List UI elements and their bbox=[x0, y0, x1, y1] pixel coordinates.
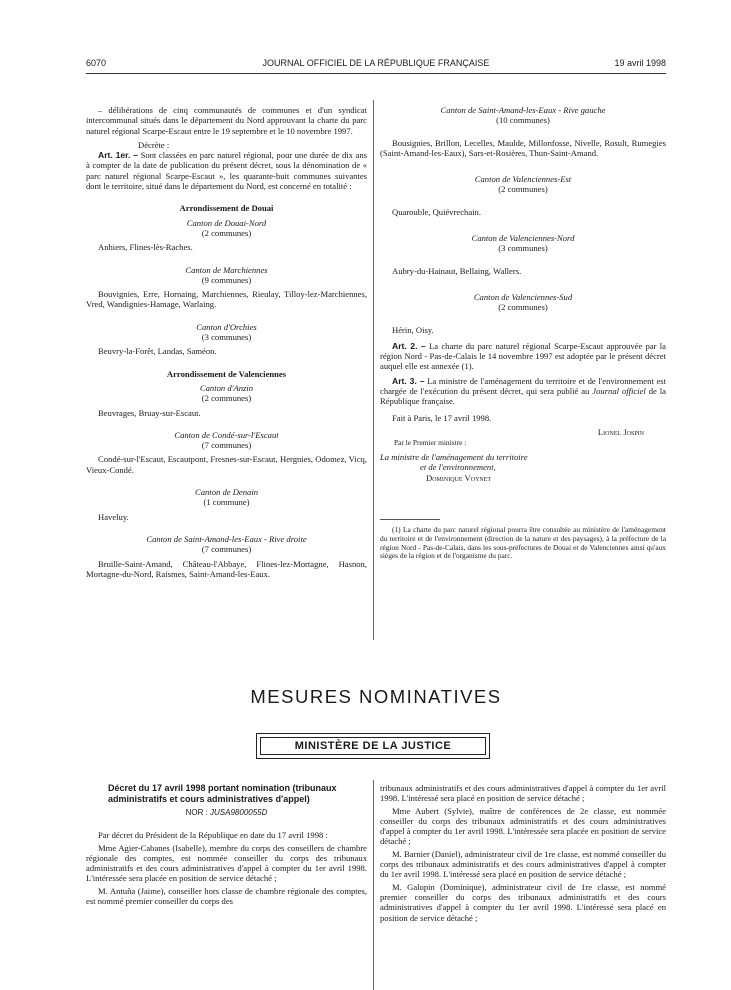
commune-list: Beuvry-la-Forêt, Landas, Saméon. bbox=[98, 346, 217, 357]
ministre-name: Dominique Voynet bbox=[426, 472, 492, 483]
article-3: Art. 3. – La ministre de l'aménagement du territoire et de l'environnement est chargée de l'exécution du présent décret, qui sera publié au Journal officiel de la République française. bbox=[380, 375, 667, 407]
commune-list: Haveluy. bbox=[98, 511, 129, 522]
par-le-premier-ministre: Par le Premier ministre : bbox=[394, 438, 467, 448]
commune-list: Beuvrages, Bruay-sur-Escaut. bbox=[98, 407, 201, 418]
canton-count: (1 commune) bbox=[203, 497, 250, 508]
canton-count: (2 communes) bbox=[498, 184, 548, 195]
signatory-name: Lionel Jospin bbox=[597, 426, 644, 437]
section-heading: MESURES NOMINATIVES bbox=[250, 686, 502, 707]
footnote-rule bbox=[380, 519, 440, 520]
page-number: 6070 bbox=[86, 58, 107, 68]
nor-line: NOR : JUSA9800055D bbox=[185, 808, 268, 817]
article-2: Art. 2. – La charte du parc naturel régional Scarpe-Escaut approuvée par la région Nord - Pas-de-Calais le 14 novembre 1997 est adoptée par le présent décret auquel elle est annexée (1). bbox=[380, 340, 666, 372]
commune-list: Quarouble, Quiévrechain. bbox=[392, 206, 482, 217]
page-header bbox=[86, 58, 666, 72]
right-column bbox=[380, 105, 666, 561]
arrondissement-douai: Arrondissement de Douai bbox=[179, 203, 274, 214]
ministry-title: MINISTÈRE DE LA JUSTICE bbox=[260, 737, 486, 755]
column-divider bbox=[373, 100, 374, 640]
commune-list: Bouvignies, Erre, Hornaing, Marchiennes, Rieulay, Tilloy-lez-Marchiennes, Vred, Wandignies-Hamage, Warlaing. bbox=[86, 289, 367, 310]
ministry-box bbox=[256, 733, 490, 759]
canton-conde: Canton de Condé-sur-l'Escaut bbox=[174, 429, 279, 440]
nomination-continuation: tribunaux administratifs et des cours administratives d'appel à compter du 1er avril 1998. L'intéressé sera placé en position de service détaché ; bbox=[380, 783, 666, 804]
canton-valenciennes-sud: Canton de Valenciennes-Sud bbox=[473, 291, 573, 302]
canton-count: (10 communes) bbox=[496, 115, 550, 126]
canton-orchies: Canton d'Orchies bbox=[196, 321, 257, 332]
article-3-label: Art. 3. – bbox=[392, 375, 425, 386]
canton-count: (7 communes) bbox=[201, 440, 252, 451]
canton-count: (3 communes) bbox=[201, 332, 252, 343]
journal-title: JOURNAL OFFICIEL DE LA RÉPUBLIQUE FRANÇAISE bbox=[262, 58, 490, 68]
commune-list: Hérin, Oisy. bbox=[392, 324, 434, 335]
canton-denain: Canton de Denain bbox=[194, 487, 258, 498]
intro-paragraph: – délibérations de cinq communautés de communes et d'un syndicat intercommunal situés dans le département du Nord approuvant la charte du parc naturel régional Scarpe-Escaut entre le 19 septembre et le 10 novembre 1997. bbox=[86, 105, 367, 136]
decrete-line: Décrète : bbox=[138, 139, 170, 150]
ministre-title-2: et de l'environnement, bbox=[420, 462, 496, 473]
commune-list: Bousignies, Brillon, Lecelles, Maulde, Millonfosse, Nivelle, Rosult, Rumegies (Saint-Amand-les-Eaux), Sars-et-Rosières, Thun-Saint-Amand. bbox=[380, 137, 666, 158]
nomination-paragraph: M. Barnier (Daniel), administrateur civil de 1re classe, est nommé conseiller du corps des tribunaux administratifs et des cours administratives d'appel à compter du 1er avril 1998. L'intéressé sera placé en position de service détaché ; bbox=[380, 848, 666, 880]
article-1: Art. 1er. – Sont classées en parc naturel régional, pour une durée de dix ans à compter de la date de publication du présent décret, sous la dénomination de « parc naturel régional Scarpe-Escaut », les quarante-huit communes suivantes dont le territoire, situé dans le département du Nord, est concerné en totalité : bbox=[86, 150, 367, 192]
column-divider bbox=[373, 780, 374, 990]
canton-count: (9 communes) bbox=[201, 274, 252, 285]
canton-anzin: Canton d'Anzin bbox=[199, 382, 254, 393]
footnote: (1) La charte du parc naturel régional pourra être consultée au ministère de l'aménagement du territoire et de l'environnement (direction de la nature et des paysages), à la préfecture de la région Nord - Pas-de-Calais, dans les sous-préfectures de Douai et de Valenciennes ainsi qu'aux sièges de la région et de l'organisme du parc. bbox=[380, 524, 666, 561]
decree-left-column bbox=[86, 783, 367, 906]
canton-count: (7 communes) bbox=[201, 544, 252, 555]
signature-place-date: Fait à Paris, le 17 avril 1998. bbox=[392, 412, 492, 423]
canton-saint-amand-gauche: Canton de Saint-Amand-les-Eaux - Rive gauche bbox=[440, 105, 606, 115]
canton-marchiennes: Canton de Marchiennes bbox=[185, 264, 268, 275]
nomination-paragraph: M. Antuña (Jaime), conseiller hors classe de chambre régionale des comptes, est nommé premier conseiller du corps des bbox=[86, 885, 367, 907]
commune-list: Anhiers, Flines-lès-Raches. bbox=[98, 242, 193, 253]
decree-right-column bbox=[380, 783, 666, 923]
canton-count: (2 communes) bbox=[201, 393, 252, 404]
canton-valenciennes-nord: Canton de Valenciennes-Nord bbox=[471, 233, 575, 244]
canton-valenciennes-est: Canton de Valenciennes-Est bbox=[474, 174, 572, 185]
canton-douai-nord: Canton de Douai-Nord bbox=[186, 217, 267, 228]
commune-list: Aubry-du-Hainaut, Bellaing, Wallers. bbox=[392, 265, 522, 276]
issue-date: 19 avril 1998 bbox=[614, 58, 666, 68]
canton-count: (2 communes) bbox=[498, 302, 548, 313]
nor-code: JUSA9800055D bbox=[210, 808, 268, 817]
commune-list: Condé-sur-l'Escaut, Escautpont, Fresnes-sur-Escaut, Hergnies, Odomez, Vicq, Vieux-Condé. bbox=[86, 454, 367, 475]
canton-saint-amand-droite: Canton de Saint-Amand-les-Eaux - Rive droite bbox=[146, 533, 307, 544]
left-column bbox=[86, 105, 367, 579]
ministre-title-1: La ministre de l'aménagement du territoire bbox=[380, 452, 528, 463]
decree-title: Décret du 17 avril 1998 portant nomination (tribunaux administratifs et cours administratives d'appel) bbox=[108, 783, 337, 804]
article-1-label: Art. 1er. – bbox=[98, 150, 138, 161]
nomination-paragraph: Mme Agier-Cabanes (Isabelle), membre du corps des conseillers de chambre régionale des comptes, est nommée conseiller du corps des tribunaux administratifs et des cours administratives d'appel à compter du 1er avril 1998. L'intéressée sera placée en position de service détaché ; bbox=[86, 842, 367, 884]
header-rule bbox=[86, 73, 666, 74]
canton-count: (3 communes) bbox=[498, 243, 548, 254]
journal-officiel-ref: Journal officiel bbox=[592, 386, 646, 397]
decree-intro: Par décret du Président de la République en date du 17 avril 1998 : bbox=[98, 830, 328, 841]
arrondissement-valenciennes: Arrondissement de Valenciennes bbox=[166, 368, 287, 379]
nomination-paragraph: M. Galopin (Dominique), administrateur civil de 1re classe, est nommé premier conseiller du corps des tribunaux administratifs et des cours administratives d'appel à compter du 1er avril 1998. L'intéressé sera placé en position de service détaché ; bbox=[380, 881, 666, 923]
commune-list: Bruille-Saint-Amand, Château-l'Abbaye, Flines-lez-Mortagne, Hasnon, Mortagne-du-Nord, Raismes, Saint-Amand-les-Eaux. bbox=[86, 558, 367, 579]
nomination-paragraph: Mme Aubert (Sylvie), maître de conférences de 2e classe, est nommée conseiller du corps des tribunaux administratifs et des cours administratives d'appel à compter du 1er avril 1998. L'intéressée sera placée en position de service détaché ; bbox=[380, 805, 666, 847]
canton-count: (2 communes) bbox=[201, 227, 252, 238]
article-2-label: Art. 2. – bbox=[392, 340, 426, 351]
